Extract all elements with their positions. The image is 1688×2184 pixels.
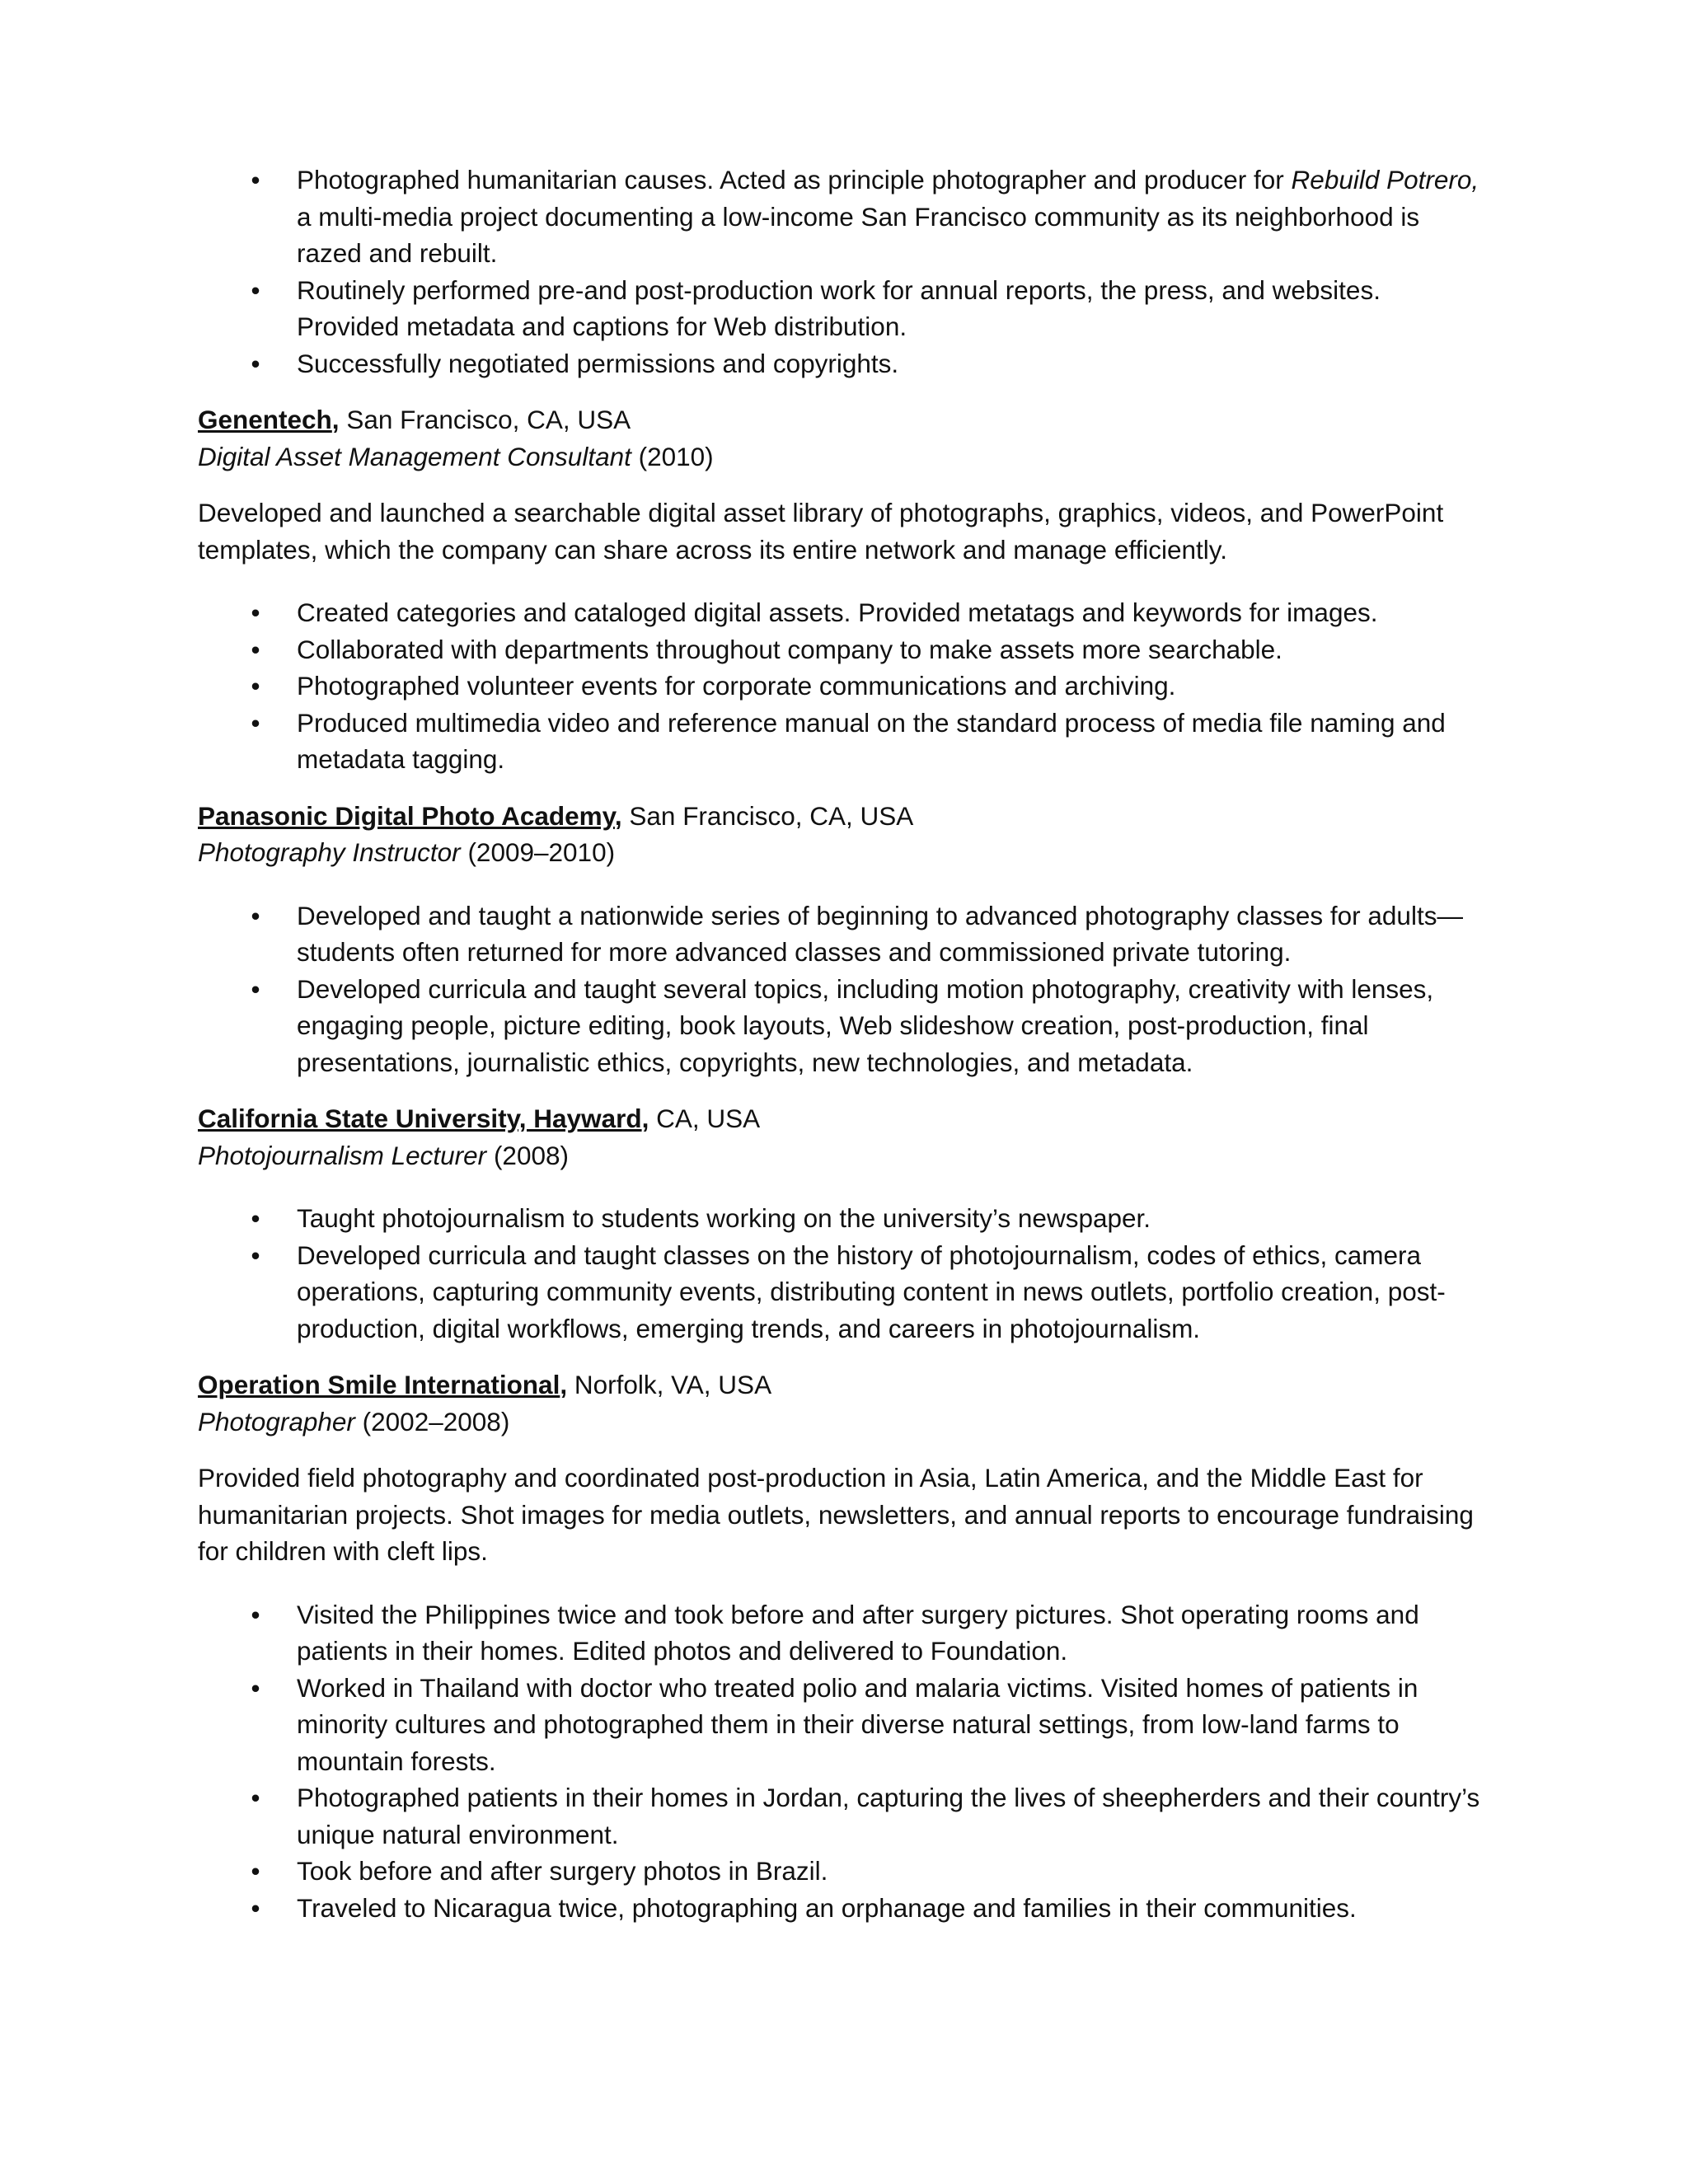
employer-location: San Francisco, CA, USA [339, 405, 631, 434]
job-panasonic [198, 798, 1484, 1081]
employer-location: San Francisco, CA, USA [621, 800, 914, 831]
employer-name: Panasonic Digital Photo Academy [198, 800, 615, 831]
job-header [198, 401, 1484, 438]
bullet-text: Collaborated with departments throughout company to make assets more searchable. [297, 634, 1282, 664]
job-title: Photojournalism Lecturer [198, 1140, 487, 1170]
bullet-icon: • [251, 274, 260, 305]
employer-name: Genentech [198, 405, 332, 434]
list-item [198, 1890, 1484, 1927]
job-title-line [198, 1404, 1484, 1441]
bullet-icon: • [251, 1203, 260, 1233]
job-title-line [198, 438, 1484, 476]
job-title: Photography Instructor [198, 837, 461, 867]
employer-name: Operation Smile International [198, 1370, 560, 1399]
list-item [198, 1779, 1484, 1853]
job-bullet-list [198, 898, 1484, 1081]
job-title: Photographer [198, 1406, 355, 1436]
employer-comma: , [560, 1370, 568, 1399]
job-title: Digital Asset Management Consultant [198, 441, 631, 471]
list-item [198, 1596, 1484, 1670]
bullet-text: Developed curricula and taught several topics, including motion photography, creativity with lenses, engaging people, picture editing, book layouts, Web slideshow creation, post-production, final presentations, journalistic ethics, copyrights, new technologies, and metadata. [297, 973, 1434, 1077]
job-years: (2002–2008) [354, 1406, 510, 1436]
bullet-icon: • [251, 1599, 260, 1629]
job-title-line [198, 834, 1484, 871]
job-header [198, 1366, 1484, 1404]
bullet-text-suffix: a multi-media project documenting a low-income San Francisco community as its neighborhood is razed and rebuilt. [297, 201, 1420, 268]
project-title: Rebuild Potrero, [1291, 165, 1479, 194]
bullet-text: Photographed volunteer events for corporate communications and archiving. [297, 671, 1176, 701]
list-item [198, 1670, 1484, 1780]
bullet-text-prefix: Photographed humanitarian causes. Acted as principle photographer and producer for [297, 165, 1292, 194]
bullet-text: Created categories and cataloged digital assets. Provided metatags and keywords for images. [297, 598, 1378, 627]
bullet-text: Taught photojournalism to students working on the university’s newspaper. [297, 1203, 1151, 1233]
bullet-icon: • [251, 348, 260, 378]
bullet-icon: • [251, 1672, 260, 1703]
list-item [198, 1853, 1484, 1890]
employer-location: Norfolk, VA, USA [567, 1370, 772, 1399]
list-item [198, 594, 1484, 631]
bullet-icon: • [251, 1892, 260, 1923]
bullet-icon: • [251, 671, 260, 701]
employer-location: CA, USA [649, 1104, 761, 1133]
list-item [198, 898, 1484, 971]
bullet-text: Successfully negotiated permissions and copyrights. [297, 348, 899, 378]
list-item [198, 345, 1484, 382]
bullet-text: Traveled to Nicaragua twice, photographing an orphanage and families in their communities. [297, 1892, 1357, 1923]
job-header [198, 1100, 1484, 1137]
bullet-icon: • [251, 1856, 260, 1886]
bullet-text: Took before and after surgery photos in Brazil. [297, 1856, 828, 1886]
job-header [198, 798, 1484, 835]
job-summary: Provided field photography and coordinated post-production in Asia, Latin America, and the Middle East for humanitarian projects. Shot images for media outlets, newsletters, and annual reports to encourage fundraising for children with cleft lips. [198, 1463, 1474, 1566]
bullet-icon: • [251, 165, 260, 194]
bullet-text: Developed curricula and taught classes on the history of photojournalism, codes of ethics, camera operations, capturing community events, distributing content in news outlets, portfolio creation, post-production, digital workflows, emerging trends, and careers in photojournalism. [297, 1240, 1446, 1343]
list-item [198, 971, 1484, 1081]
list-item [198, 1200, 1484, 1237]
resume-page [198, 162, 1484, 1926]
list-item [198, 668, 1484, 705]
bullet-icon: • [251, 1240, 260, 1270]
employer-comma: , [641, 1104, 649, 1133]
list-item [198, 1237, 1484, 1347]
employer-name: California State University, Hayward [198, 1104, 642, 1133]
job-bullet-list [198, 1596, 1484, 1927]
list-item [198, 272, 1484, 345]
bullet-text: Photographed patients in their homes in Jordan, capturing the lives of sheepherders and their country’s unique natural environment. [297, 1783, 1480, 1849]
bullet-icon: • [251, 973, 260, 1004]
employer-comma: , [614, 800, 622, 831]
employer-comma: , [331, 405, 340, 434]
bullet-text: Produced multimedia video and reference manual on the standard process of media file naming and metadata tagging. [297, 707, 1446, 774]
job-summary: Developed and launched a searchable digital asset library of photographs, graphics, videos, and PowerPoint templates, which the company can share across its entire network and manage efficiently. [198, 498, 1444, 565]
top-bullet-list [198, 162, 1484, 382]
bullet-icon: • [251, 634, 260, 664]
job-csu-hayward [198, 1100, 1484, 1347]
bullet-text: Developed and taught a nationwide series of beginning to advanced photography classes for adults—students often returned for more advanced classes and commissioned private tutoring. [297, 900, 1463, 967]
list-item [198, 631, 1484, 668]
job-bullet-list [198, 594, 1484, 778]
bullet-icon: • [251, 900, 260, 930]
job-years: (2010) [631, 441, 714, 471]
bullet-icon: • [251, 707, 260, 738]
job-years: (2008) [486, 1140, 569, 1170]
bullet-text: Worked in Thailand with doctor who treated polio and malaria victims. Visited homes of patients in minority cultures and photographed them in their diverse natural settings, from low-land farms to mountain forests. [297, 1672, 1418, 1776]
job-title-line [198, 1137, 1484, 1174]
bullet-icon: • [251, 598, 260, 627]
job-bullet-list [198, 1200, 1484, 1347]
bullet-text: Routinely performed pre-and post-production work for annual reports, the press, and websites. Provided metadata and captions for Web distribution. [297, 274, 1381, 341]
bullet-text: Visited the Philippines twice and took before and after surgery pictures. Shot operating rooms and patients in their homes. Edited photos and delivered to Foundation. [297, 1599, 1419, 1666]
job-genentech [198, 401, 1484, 778]
list-item [198, 162, 1484, 272]
job-operation-smile [198, 1366, 1484, 1926]
bullet-icon: • [251, 1783, 260, 1812]
job-years: (2009–2010) [460, 837, 616, 867]
list-item [198, 705, 1484, 778]
